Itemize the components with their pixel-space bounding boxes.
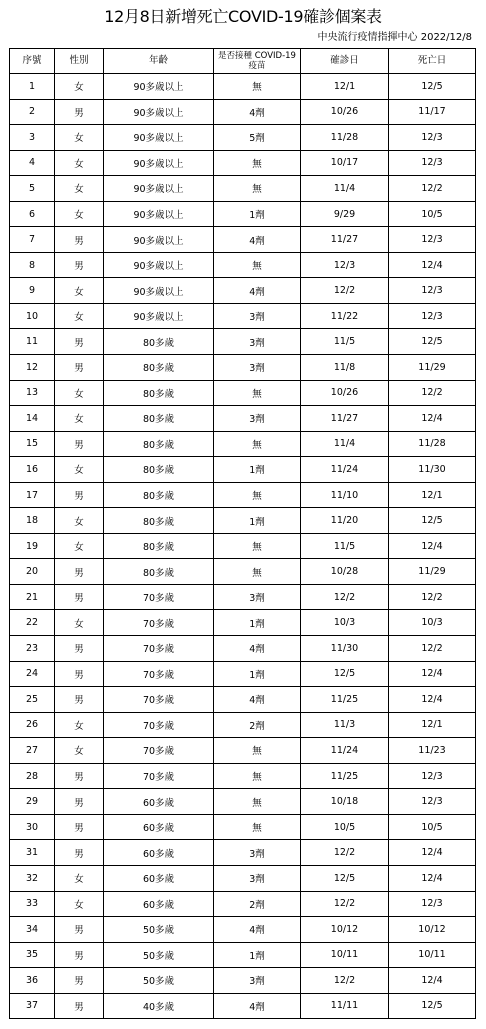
serial-cell: 5 bbox=[10, 176, 55, 202]
death-date-cell: 12/4 bbox=[389, 533, 476, 559]
table-row bbox=[10, 150, 476, 176]
diagnosis-date-cell: 11/4 bbox=[301, 176, 389, 202]
age-cell: 90多歲以上 bbox=[104, 125, 214, 151]
vaccination-cell: 4劑 bbox=[214, 993, 301, 1019]
sex-cell: 男 bbox=[55, 99, 104, 125]
header-vaccination: 是否接種 COVID-19疫苗 bbox=[214, 49, 301, 74]
age-cell: 50多歲 bbox=[104, 917, 214, 943]
sex-cell: 女 bbox=[55, 303, 104, 329]
vaccination-cell: 2劑 bbox=[214, 712, 301, 738]
age-cell: 90多歲以上 bbox=[104, 99, 214, 125]
diagnosis-date-cell: 11/5 bbox=[301, 329, 389, 355]
serial-cell: 22 bbox=[10, 610, 55, 636]
age-cell: 70多歲 bbox=[104, 661, 214, 687]
vaccination-cell: 無 bbox=[214, 150, 301, 176]
death-date-cell: 12/4 bbox=[389, 840, 476, 866]
death-date-cell: 12/4 bbox=[389, 406, 476, 432]
vaccination-cell: 無 bbox=[214, 176, 301, 202]
death-date-cell: 12/3 bbox=[389, 303, 476, 329]
sex-cell: 女 bbox=[55, 406, 104, 432]
table-row bbox=[10, 661, 476, 687]
age-cell: 80多歲 bbox=[104, 329, 214, 355]
death-date-cell: 12/2 bbox=[389, 380, 476, 406]
serial-cell: 29 bbox=[10, 789, 55, 815]
vaccination-cell: 3劑 bbox=[214, 329, 301, 355]
vaccination-cell: 4劑 bbox=[214, 227, 301, 253]
sex-cell: 女 bbox=[55, 533, 104, 559]
vaccination-cell: 1劑 bbox=[214, 942, 301, 968]
death-date-cell: 12/3 bbox=[389, 763, 476, 789]
table-row bbox=[10, 584, 476, 610]
serial-cell: 31 bbox=[10, 840, 55, 866]
age-cell: 80多歲 bbox=[104, 380, 214, 406]
table-row bbox=[10, 993, 476, 1019]
table-row bbox=[10, 380, 476, 406]
serial-cell: 36 bbox=[10, 968, 55, 994]
age-cell: 90多歲以上 bbox=[104, 227, 214, 253]
serial-cell: 4 bbox=[10, 150, 55, 176]
sex-cell: 男 bbox=[55, 559, 104, 585]
serial-cell: 1 bbox=[10, 74, 55, 100]
serial-cell: 7 bbox=[10, 227, 55, 253]
serial-cell: 34 bbox=[10, 917, 55, 943]
age-cell: 90多歲以上 bbox=[104, 278, 214, 304]
sex-cell: 女 bbox=[55, 176, 104, 202]
death-date-cell: 12/4 bbox=[389, 252, 476, 278]
table-row bbox=[10, 917, 476, 943]
diagnosis-date-cell: 10/26 bbox=[301, 380, 389, 406]
serial-cell: 19 bbox=[10, 533, 55, 559]
age-cell: 60多歲 bbox=[104, 865, 214, 891]
vaccination-cell: 2劑 bbox=[214, 891, 301, 917]
death-date-cell: 12/3 bbox=[389, 125, 476, 151]
age-cell: 70多歲 bbox=[104, 636, 214, 662]
sex-cell: 男 bbox=[55, 227, 104, 253]
diagnosis-date-cell: 11/30 bbox=[301, 636, 389, 662]
vaccination-cell: 無 bbox=[214, 380, 301, 406]
sex-cell: 男 bbox=[55, 584, 104, 610]
diagnosis-date-cell: 11/3 bbox=[301, 712, 389, 738]
diagnosis-date-cell: 11/10 bbox=[301, 482, 389, 508]
vaccination-cell: 4劑 bbox=[214, 687, 301, 713]
diagnosis-date-cell: 10/3 bbox=[301, 610, 389, 636]
table-row bbox=[10, 636, 476, 662]
sex-cell: 男 bbox=[55, 355, 104, 381]
serial-cell: 21 bbox=[10, 584, 55, 610]
sex-cell: 女 bbox=[55, 738, 104, 764]
serial-cell: 23 bbox=[10, 636, 55, 662]
death-date-cell: 12/2 bbox=[389, 176, 476, 202]
sex-cell: 女 bbox=[55, 508, 104, 534]
serial-cell: 30 bbox=[10, 814, 55, 840]
diagnosis-date-cell: 10/28 bbox=[301, 559, 389, 585]
table-row bbox=[10, 99, 476, 125]
table-row bbox=[10, 252, 476, 278]
death-date-cell: 12/4 bbox=[389, 687, 476, 713]
vaccination-cell: 3劑 bbox=[214, 968, 301, 994]
vaccination-cell: 3劑 bbox=[214, 355, 301, 381]
serial-cell: 3 bbox=[10, 125, 55, 151]
sex-cell: 男 bbox=[55, 993, 104, 1019]
death-date-cell: 12/5 bbox=[389, 74, 476, 100]
diagnosis-date-cell: 10/5 bbox=[301, 814, 389, 840]
age-cell: 50多歲 bbox=[104, 942, 214, 968]
header-age: 年齡 bbox=[104, 49, 214, 74]
diagnosis-date-cell: 9/29 bbox=[301, 201, 389, 227]
death-date-cell: 12/4 bbox=[389, 865, 476, 891]
diagnosis-date-cell: 11/8 bbox=[301, 355, 389, 381]
table-row bbox=[10, 329, 476, 355]
diagnosis-date-cell: 11/25 bbox=[301, 687, 389, 713]
table-row bbox=[10, 891, 476, 917]
serial-cell: 15 bbox=[10, 431, 55, 457]
death-date-cell: 12/5 bbox=[389, 508, 476, 534]
sex-cell: 女 bbox=[55, 380, 104, 406]
age-cell: 80多歲 bbox=[104, 457, 214, 483]
table-row bbox=[10, 176, 476, 202]
table-row bbox=[10, 431, 476, 457]
diagnosis-date-cell: 12/2 bbox=[301, 584, 389, 610]
diagnosis-date-cell: 12/1 bbox=[301, 74, 389, 100]
sex-cell: 男 bbox=[55, 840, 104, 866]
sex-cell: 男 bbox=[55, 252, 104, 278]
vaccination-cell: 無 bbox=[214, 789, 301, 815]
table-header-row bbox=[10, 49, 476, 74]
table-row bbox=[10, 303, 476, 329]
age-cell: 70多歲 bbox=[104, 687, 214, 713]
age-cell: 40多歲 bbox=[104, 993, 214, 1019]
diagnosis-date-cell: 11/5 bbox=[301, 533, 389, 559]
diagnosis-date-cell: 11/24 bbox=[301, 738, 389, 764]
death-date-cell: 12/5 bbox=[389, 329, 476, 355]
serial-cell: 35 bbox=[10, 942, 55, 968]
header-diagnosis-date: 確診日 bbox=[301, 49, 389, 74]
table-row bbox=[10, 610, 476, 636]
death-date-cell: 12/3 bbox=[389, 891, 476, 917]
age-cell: 50多歲 bbox=[104, 968, 214, 994]
serial-cell: 18 bbox=[10, 508, 55, 534]
diagnosis-date-cell: 10/26 bbox=[301, 99, 389, 125]
sex-cell: 男 bbox=[55, 968, 104, 994]
diagnosis-date-cell: 12/5 bbox=[301, 661, 389, 687]
source-note: 中央流行疫情指揮中心 2022/12/8 bbox=[317, 32, 472, 43]
table-row bbox=[10, 789, 476, 815]
diagnosis-date-cell: 11/25 bbox=[301, 763, 389, 789]
vaccination-cell: 無 bbox=[214, 814, 301, 840]
vaccination-cell: 無 bbox=[214, 252, 301, 278]
age-cell: 70多歲 bbox=[104, 738, 214, 764]
vaccination-cell: 無 bbox=[214, 533, 301, 559]
age-cell: 80多歲 bbox=[104, 559, 214, 585]
age-cell: 90多歲以上 bbox=[104, 176, 214, 202]
serial-cell: 17 bbox=[10, 482, 55, 508]
diagnosis-date-cell: 10/11 bbox=[301, 942, 389, 968]
sex-cell: 女 bbox=[55, 457, 104, 483]
age-cell: 80多歲 bbox=[104, 533, 214, 559]
death-date-cell: 11/30 bbox=[389, 457, 476, 483]
table-row bbox=[10, 125, 476, 151]
serial-cell: 6 bbox=[10, 201, 55, 227]
table-row bbox=[10, 227, 476, 253]
sex-cell: 男 bbox=[55, 687, 104, 713]
sex-cell: 女 bbox=[55, 125, 104, 151]
sex-cell: 女 bbox=[55, 74, 104, 100]
death-date-cell: 10/5 bbox=[389, 201, 476, 227]
age-cell: 70多歲 bbox=[104, 763, 214, 789]
death-date-cell: 11/23 bbox=[389, 738, 476, 764]
vaccination-cell: 無 bbox=[214, 559, 301, 585]
sex-cell: 女 bbox=[55, 201, 104, 227]
table-row bbox=[10, 74, 476, 100]
age-cell: 80多歲 bbox=[104, 482, 214, 508]
serial-cell: 25 bbox=[10, 687, 55, 713]
death-date-cell: 12/3 bbox=[389, 150, 476, 176]
death-date-cell: 12/4 bbox=[389, 661, 476, 687]
age-cell: 70多歲 bbox=[104, 584, 214, 610]
sex-cell: 女 bbox=[55, 891, 104, 917]
table-row bbox=[10, 559, 476, 585]
diagnosis-date-cell: 12/3 bbox=[301, 252, 389, 278]
serial-cell: 27 bbox=[10, 738, 55, 764]
age-cell: 90多歲以上 bbox=[104, 252, 214, 278]
death-date-cell: 12/5 bbox=[389, 993, 476, 1019]
age-cell: 70多歲 bbox=[104, 610, 214, 636]
vaccination-cell: 4劑 bbox=[214, 636, 301, 662]
page-title: 12月8日新增死亡COVID-19確診個案表 bbox=[104, 7, 382, 26]
table-row bbox=[10, 482, 476, 508]
sex-cell: 女 bbox=[55, 865, 104, 891]
table-row bbox=[10, 763, 476, 789]
sex-cell: 男 bbox=[55, 431, 104, 457]
vaccination-cell: 3劑 bbox=[214, 584, 301, 610]
diagnosis-date-cell: 12/2 bbox=[301, 968, 389, 994]
death-date-cell: 10/5 bbox=[389, 814, 476, 840]
sex-cell: 男 bbox=[55, 636, 104, 662]
vaccination-cell: 1劑 bbox=[214, 201, 301, 227]
diagnosis-date-cell: 12/2 bbox=[301, 840, 389, 866]
death-date-cell: 11/29 bbox=[389, 559, 476, 585]
vaccination-cell: 無 bbox=[214, 431, 301, 457]
sex-cell: 男 bbox=[55, 482, 104, 508]
diagnosis-date-cell: 10/17 bbox=[301, 150, 389, 176]
sex-cell: 男 bbox=[55, 814, 104, 840]
diagnosis-date-cell: 11/20 bbox=[301, 508, 389, 534]
vaccination-cell: 1劑 bbox=[214, 457, 301, 483]
diagnosis-date-cell: 11/28 bbox=[301, 125, 389, 151]
serial-cell: 10 bbox=[10, 303, 55, 329]
death-date-cell: 12/2 bbox=[389, 636, 476, 662]
vaccination-cell: 4劑 bbox=[214, 99, 301, 125]
table-row bbox=[10, 508, 476, 534]
table-row bbox=[10, 533, 476, 559]
vaccination-cell: 5劑 bbox=[214, 125, 301, 151]
death-date-cell: 12/1 bbox=[389, 712, 476, 738]
age-cell: 60多歲 bbox=[104, 814, 214, 840]
sex-cell: 男 bbox=[55, 329, 104, 355]
death-date-cell: 11/29 bbox=[389, 355, 476, 381]
vaccination-cell: 無 bbox=[214, 738, 301, 764]
vaccination-cell: 4劑 bbox=[214, 278, 301, 304]
age-cell: 60多歲 bbox=[104, 789, 214, 815]
table-row bbox=[10, 968, 476, 994]
serial-cell: 14 bbox=[10, 406, 55, 432]
table-row bbox=[10, 201, 476, 227]
death-date-cell: 11/28 bbox=[389, 431, 476, 457]
vaccination-cell: 無 bbox=[214, 74, 301, 100]
death-date-cell: 12/2 bbox=[389, 584, 476, 610]
sex-cell: 男 bbox=[55, 942, 104, 968]
age-cell: 70多歲 bbox=[104, 712, 214, 738]
sex-cell: 女 bbox=[55, 712, 104, 738]
serial-cell: 24 bbox=[10, 661, 55, 687]
serial-cell: 11 bbox=[10, 329, 55, 355]
table-row bbox=[10, 865, 476, 891]
serial-cell: 9 bbox=[10, 278, 55, 304]
table-row bbox=[10, 406, 476, 432]
vaccination-cell: 1劑 bbox=[214, 661, 301, 687]
serial-cell: 26 bbox=[10, 712, 55, 738]
serial-cell: 37 bbox=[10, 993, 55, 1019]
vaccination-cell: 無 bbox=[214, 763, 301, 789]
age-cell: 80多歲 bbox=[104, 406, 214, 432]
table-row bbox=[10, 738, 476, 764]
sex-cell: 男 bbox=[55, 789, 104, 815]
table-row bbox=[10, 840, 476, 866]
table-row bbox=[10, 457, 476, 483]
header-sex: 性別 bbox=[55, 49, 104, 74]
age-cell: 60多歲 bbox=[104, 840, 214, 866]
age-cell: 90多歲以上 bbox=[104, 201, 214, 227]
diagnosis-date-cell: 11/27 bbox=[301, 227, 389, 253]
death-date-cell: 10/11 bbox=[389, 942, 476, 968]
diagnosis-date-cell: 12/2 bbox=[301, 278, 389, 304]
age-cell: 90多歲以上 bbox=[104, 150, 214, 176]
death-date-cell: 10/12 bbox=[389, 917, 476, 943]
death-date-cell: 11/17 bbox=[389, 99, 476, 125]
vaccination-cell: 1劑 bbox=[214, 508, 301, 534]
serial-cell: 33 bbox=[10, 891, 55, 917]
table-row bbox=[10, 687, 476, 713]
vaccination-cell: 無 bbox=[214, 482, 301, 508]
diagnosis-date-cell: 12/5 bbox=[301, 865, 389, 891]
table-body bbox=[10, 74, 476, 1019]
header-serial: 序號 bbox=[10, 49, 55, 74]
vaccination-cell: 3劑 bbox=[214, 303, 301, 329]
age-cell: 60多歲 bbox=[104, 891, 214, 917]
diagnosis-date-cell: 11/22 bbox=[301, 303, 389, 329]
serial-cell: 16 bbox=[10, 457, 55, 483]
table-row bbox=[10, 355, 476, 381]
vaccination-cell: 1劑 bbox=[214, 610, 301, 636]
age-cell: 80多歲 bbox=[104, 355, 214, 381]
death-date-cell: 12/1 bbox=[389, 482, 476, 508]
diagnosis-date-cell: 10/18 bbox=[301, 789, 389, 815]
death-date-cell: 10/3 bbox=[389, 610, 476, 636]
diagnosis-date-cell: 11/24 bbox=[301, 457, 389, 483]
table-row bbox=[10, 814, 476, 840]
table-row bbox=[10, 712, 476, 738]
death-date-cell: 12/3 bbox=[389, 789, 476, 815]
vaccination-cell: 3劑 bbox=[214, 840, 301, 866]
sex-cell: 男 bbox=[55, 763, 104, 789]
sex-cell: 男 bbox=[55, 661, 104, 687]
age-cell: 90多歲以上 bbox=[104, 74, 214, 100]
sex-cell: 女 bbox=[55, 150, 104, 176]
sex-cell: 女 bbox=[55, 278, 104, 304]
vaccination-cell: 3劑 bbox=[214, 406, 301, 432]
serial-cell: 8 bbox=[10, 252, 55, 278]
vaccination-cell: 4劑 bbox=[214, 917, 301, 943]
age-cell: 80多歲 bbox=[104, 508, 214, 534]
serial-cell: 20 bbox=[10, 559, 55, 585]
diagnosis-date-cell: 11/11 bbox=[301, 993, 389, 1019]
serial-cell: 12 bbox=[10, 355, 55, 381]
vaccination-cell: 3劑 bbox=[214, 865, 301, 891]
table-row bbox=[10, 942, 476, 968]
death-date-cell: 12/4 bbox=[389, 968, 476, 994]
diagnosis-date-cell: 12/2 bbox=[301, 891, 389, 917]
serial-cell: 28 bbox=[10, 763, 55, 789]
death-date-cell: 12/3 bbox=[389, 278, 476, 304]
diagnosis-date-cell: 10/12 bbox=[301, 917, 389, 943]
diagnosis-date-cell: 11/4 bbox=[301, 431, 389, 457]
sex-cell: 女 bbox=[55, 610, 104, 636]
diagnosis-date-cell: 11/27 bbox=[301, 406, 389, 432]
serial-cell: 2 bbox=[10, 99, 55, 125]
serial-cell: 13 bbox=[10, 380, 55, 406]
table-row bbox=[10, 278, 476, 304]
age-cell: 80多歲 bbox=[104, 431, 214, 457]
header-death-date: 死亡日 bbox=[389, 49, 476, 74]
age-cell: 90多歲以上 bbox=[104, 303, 214, 329]
death-date-cell: 12/3 bbox=[389, 227, 476, 253]
sex-cell: 男 bbox=[55, 917, 104, 943]
serial-cell: 32 bbox=[10, 865, 55, 891]
cases-table bbox=[9, 48, 476, 1019]
